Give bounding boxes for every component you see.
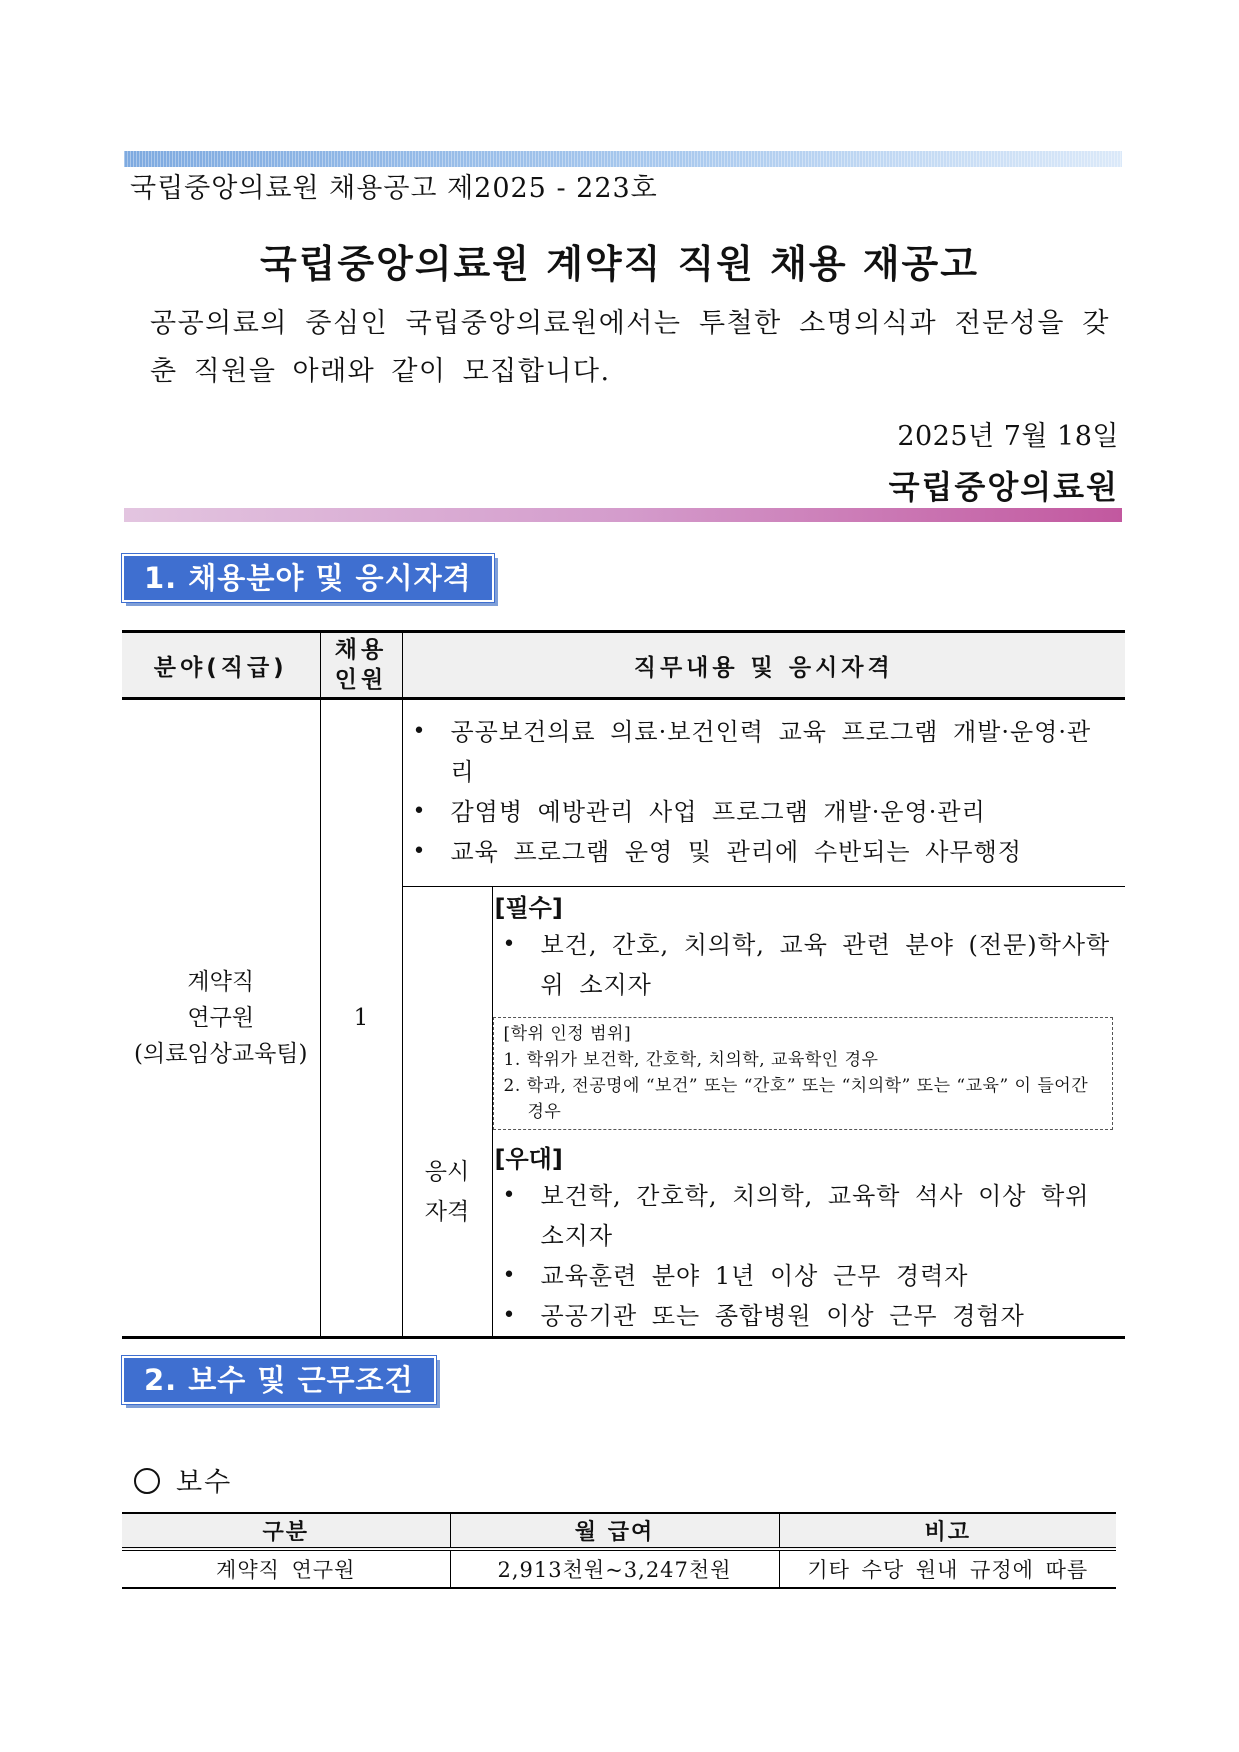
header-remarks: 비고 <box>779 1513 1116 1549</box>
salary-table <box>122 1512 1116 1589</box>
section-2-heading: 2. 보수 및 근무조건 <box>122 1356 436 1404</box>
header-duties: 직무내용 및 응시자격 <box>402 632 1125 699</box>
required-heading: [필수] <box>494 894 563 922</box>
header-monthly-pay: 월 급여 <box>450 1513 779 1549</box>
preferred-heading: [우대] <box>494 1145 563 1173</box>
intro-paragraph: 공공의료의 중심인 국립중앙의료원에서는 투철한 소명의식과 전문성을 갖춘 직원을 아래와 같이 모집합니다. <box>150 308 1110 387</box>
qualification-label <box>402 887 492 1338</box>
table-row <box>122 699 1125 887</box>
recruitment-table <box>122 630 1125 1339</box>
header-field: 분야(직급) <box>122 632 320 699</box>
table-header-row <box>122 1513 1116 1549</box>
section-1-heading: 1. 채용분야 및 응시자격 <box>122 554 494 602</box>
header-count-line2: 인원 <box>334 667 388 693</box>
header-count-line1: 채용 <box>334 637 388 663</box>
degree-box-title: [학위 인정 범위] <box>503 1024 632 1044</box>
salary-amount: 2,913천원~3,247천원 <box>450 1549 779 1588</box>
header-divider-bar <box>124 508 1122 522</box>
organization-name: 국립중앙의료원 <box>888 468 1119 506</box>
table-row <box>122 1549 1116 1588</box>
list-item: • 감염병 예방관리 사업 프로그램 개발·운영·관리 <box>403 792 1116 832</box>
duties-cell <box>402 699 1125 887</box>
duties-list <box>403 712 1116 872</box>
field-line2: 연구원 <box>187 1005 255 1031</box>
page-title: 국립중앙의료원 계약직 직원 채용 재공고 <box>260 242 979 286</box>
salary-category: 계약직 연구원 <box>216 1558 356 1582</box>
field-cell <box>122 699 320 1338</box>
header-count <box>320 632 402 699</box>
list-item: • 보건, 간호, 치의학, 교육 관련 분야 (전문)학사학위 소지자 <box>493 925 1118 1005</box>
degree-box-item: 1. 학위가 보건학, 간호학, 치의학, 교육학인 경우 <box>503 1050 879 1070</box>
list-item: • 교육 프로그램 운영 및 관리에 수반되는 사무행정 <box>403 832 1116 872</box>
degree-box-item: 2. 학과, 전공명에 “보건” 또는 “간호” 또는 “치의학” 또는 “교육” 이 들어간 경우 <box>503 1076 1089 1122</box>
qualification-label-line1: 응시 <box>424 1158 470 1185</box>
degree-recognition-box <box>493 1017 1114 1130</box>
salary-subsection <box>134 1460 232 1499</box>
list-item: • 공공기관 또는 종합병원 이상 근무 경험자 <box>493 1296 1118 1336</box>
salary-subsection-title: 보수 <box>176 1467 233 1498</box>
circle-bullet-icon <box>134 1468 160 1494</box>
qualification-label-line2: 자격 <box>424 1198 470 1225</box>
header-decorative-bar <box>124 151 1122 167</box>
notice-number: 국립중앙의료원 채용공고 제2025 - 223호 <box>130 173 658 204</box>
required-list <box>493 925 1118 1005</box>
list-item: • 교육훈련 분야 1년 이상 근무 경력자 <box>493 1256 1118 1296</box>
announcement-date: 2025년 7월 18일 <box>897 421 1119 452</box>
preferred-list <box>493 1176 1118 1336</box>
table-header-row <box>122 632 1125 699</box>
count-cell: 1 <box>320 699 402 1338</box>
list-item: • 보건학, 간호학, 치의학, 교육학 석사 이상 학위 소지자 <box>493 1176 1118 1256</box>
field-line1: 계약직 <box>187 969 255 995</box>
salary-remarks: 기타 수당 원내 규정에 따름 <box>779 1549 1116 1588</box>
qualification-content <box>492 887 1125 1338</box>
field-line3: (의료임상교육팀) <box>134 1041 308 1067</box>
header-category: 구분 <box>122 1513 450 1549</box>
list-item: • 공공보건의료 의료·보건인력 교육 프로그램 개발·운영·관리 <box>403 712 1116 792</box>
